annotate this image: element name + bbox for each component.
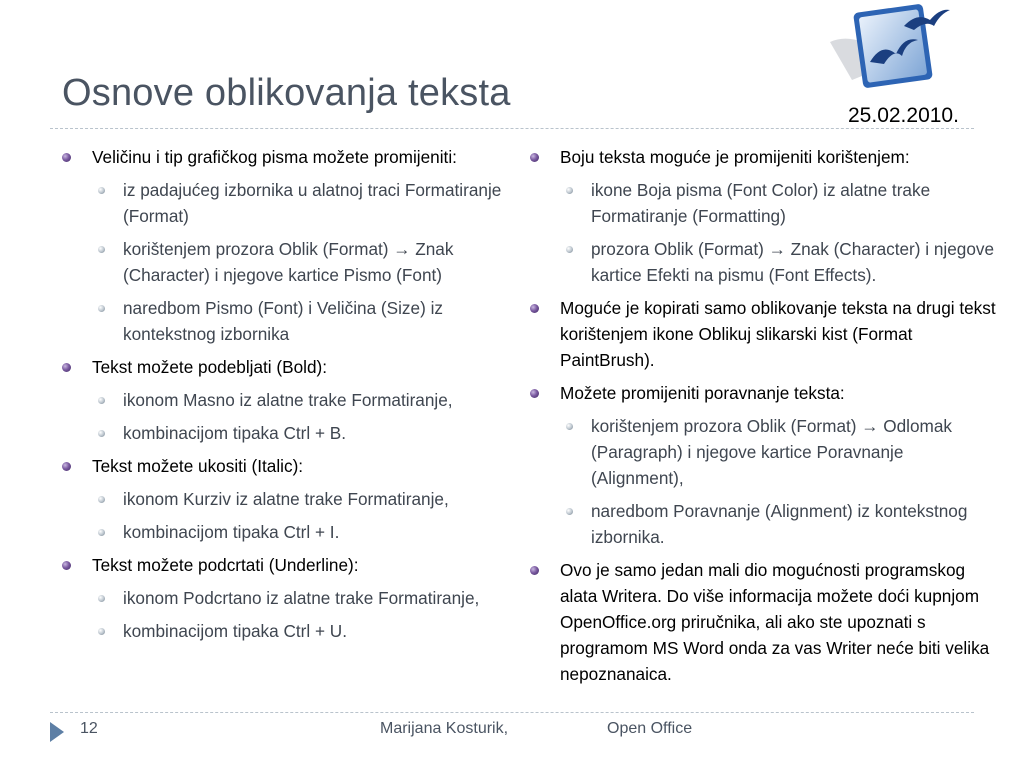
sub-bullet-item: ikonom Podcrtano iz alatne trake Formatiranje, <box>60 585 510 611</box>
sub-bullet-item: korištenjem prozora Oblik (Format) → Znak (Character) i njegove kartice Pismo (Font) <box>60 236 510 288</box>
footer-author: Marijana Kosturik, <box>380 720 509 737</box>
sub-bullet-item: ikonom Masno iz alatne trake Formatiranje, <box>60 387 510 413</box>
sub-bullet-item: kombinacijom tipaka Ctrl + U. <box>60 618 510 644</box>
bullet-item: Možete promijeniti poravnanje teksta: <box>528 380 998 406</box>
openoffice-logo-icon <box>822 2 952 94</box>
sub-bullet-item: naredbom Pismo (Font) i Veličina (Size) iz kontekstnog izbornika <box>60 295 510 347</box>
bullet-item: Ovo je samo jedan mali dio mogućnosti programskog alata Writera. Do više informacija možete doći kupnjom OpenOffice.org priručnika, ali ako ste upoznati s programom MS Word onda za vas Writer neće biti velika nepoznanaica. <box>528 557 998 687</box>
footer-topic: Open Office <box>607 720 693 737</box>
bullet-item: Tekst možete podcrtati (Underline): <box>60 552 510 578</box>
slide-title: Osnove oblikovanja teksta <box>62 72 511 114</box>
triangle-arrow-icon <box>50 722 64 742</box>
sub-bullet-item: korištenjem prozora Oblik (Format) → Odlomak (Paragraph) i njegove kartice Poravnanje (Alignment), <box>528 413 998 491</box>
bullet-item: Boju teksta moguće je promijeniti korištenjem: <box>528 144 998 170</box>
slide-date: 25.02.2010. <box>848 104 959 127</box>
sub-bullet-item: kombinacijom tipaka Ctrl + I. <box>60 519 510 545</box>
bullet-item: Tekst možete podebljati (Bold): <box>60 354 510 380</box>
header-divider <box>50 128 974 129</box>
bullet-item: Veličinu i tip grafičkog pisma možete promijeniti: <box>60 144 510 170</box>
bullet-item: Moguće je kopirati samo oblikovanje teksta na drugi tekst korištenjem ikone Oblikuj slikarski kist (Format PaintBrush). <box>528 295 998 373</box>
sub-bullet-item: ikonom Kurziv iz alatne trake Formatiranje, <box>60 486 510 512</box>
sub-bullet-item: naredbom Poravnanje (Alignment) iz kontekstnog izbornika. <box>528 498 998 550</box>
page-number: 12 <box>80 720 98 737</box>
sub-bullet-item: kombinacijom tipaka Ctrl + B. <box>60 420 510 446</box>
left-column <box>60 144 510 651</box>
bullet-item: Tekst možete ukositi (Italic): <box>60 453 510 479</box>
right-column <box>528 144 998 694</box>
footer-divider <box>50 712 974 713</box>
sub-bullet-item: iz padajućeg izbornika u alatnoj traci Formatiranje (Format) <box>60 177 510 229</box>
sub-bullet-item: prozora Oblik (Format) → Znak (Character) i njegove kartice Efekti na pismu (Font Effects). <box>528 236 998 288</box>
sub-bullet-item: ikone Boja pisma (Font Color) iz alatne trake Formatiranje (Formatting) <box>528 177 998 229</box>
